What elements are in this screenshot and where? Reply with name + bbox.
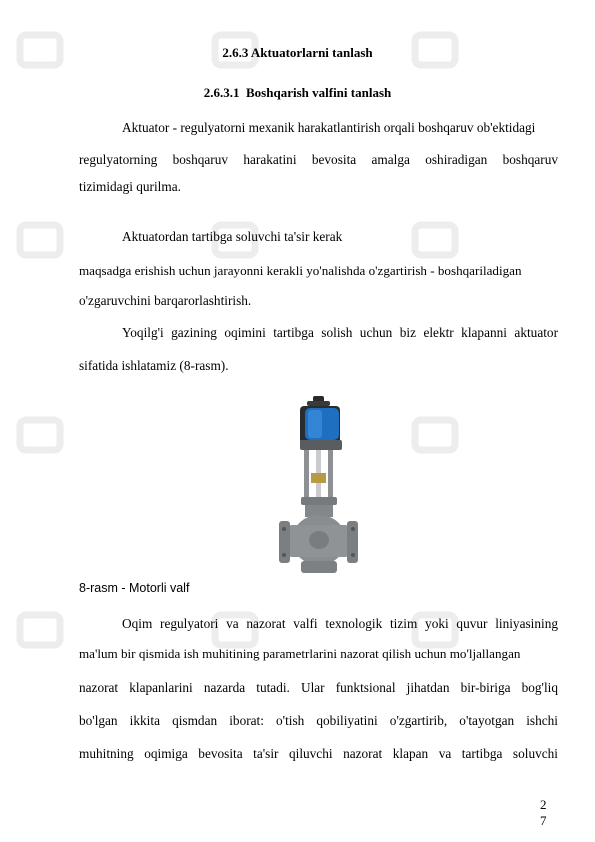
page-number-digit: 7 bbox=[540, 813, 547, 828]
subsection-number: 2.6.3.1 bbox=[203, 85, 240, 100]
paragraph-line: maqsadga erishish uchun jarayonni kerakli yo'nalishda o'zgartirish - boshqariladigan bbox=[79, 263, 522, 278]
paragraph-line: tizimidagi qurilma. bbox=[79, 179, 181, 194]
paragraph-line: muhitning oqimiga bevosita ta'sir qiluvchi nazorat klapan va tartibga soluvchi bbox=[79, 746, 558, 761]
subsection-title: Boshqarish valfini tanlash bbox=[246, 85, 392, 100]
paragraph-line: Oqim regulyatori va nazorat valfi texnologik tizim yoki quvur liniyasining bbox=[122, 616, 558, 631]
paragraph-line: regulyatorning boshqaruv harakatini bevosita amalga oshiradigan boshqaruv bbox=[79, 152, 558, 167]
paragraph-line: Aktuatordan tartibga soluvchi ta'sir kerak bbox=[122, 229, 343, 244]
paragraph-line: ma'lum bir qismida ish muhitining parametrlarini nazorat qilish uchun mo'ljallangan bbox=[79, 646, 521, 661]
paragraph-line: nazorat klapanlarini nazarda tutadi. Ular funktsional jihatdan bir-biriga bog'liq bbox=[79, 680, 558, 695]
paragraph-line: Aktuator - regulyatorni mexanik harakatlantirish orqali boshqaruv ob'ektidagi bbox=[122, 120, 536, 135]
section-heading: 2.6.3 Aktuatorlarni tanlash bbox=[222, 45, 373, 60]
paragraph-line: sifatida ishlatamiz (8-rasm). bbox=[79, 358, 229, 373]
motorized-valve-image bbox=[275, 395, 362, 576]
figure-caption: 8-rasm - Motorli valf bbox=[79, 581, 190, 595]
page-number-digit: 2 bbox=[540, 797, 547, 812]
paragraph-line: o'zgaruvchini barqarorlashtirish. bbox=[79, 293, 252, 308]
paragraph-line: Yoqilg'i gazining oqimini tartibga solish uchun biz elektr klapanni aktuator bbox=[122, 325, 558, 340]
paragraph-line: bo'lgan ikkita qismdan iborat: o'tish qobiliyatini o'zgartirib, o'tayotgan ishchi bbox=[79, 713, 558, 728]
subsection-heading bbox=[0, 85, 595, 101]
